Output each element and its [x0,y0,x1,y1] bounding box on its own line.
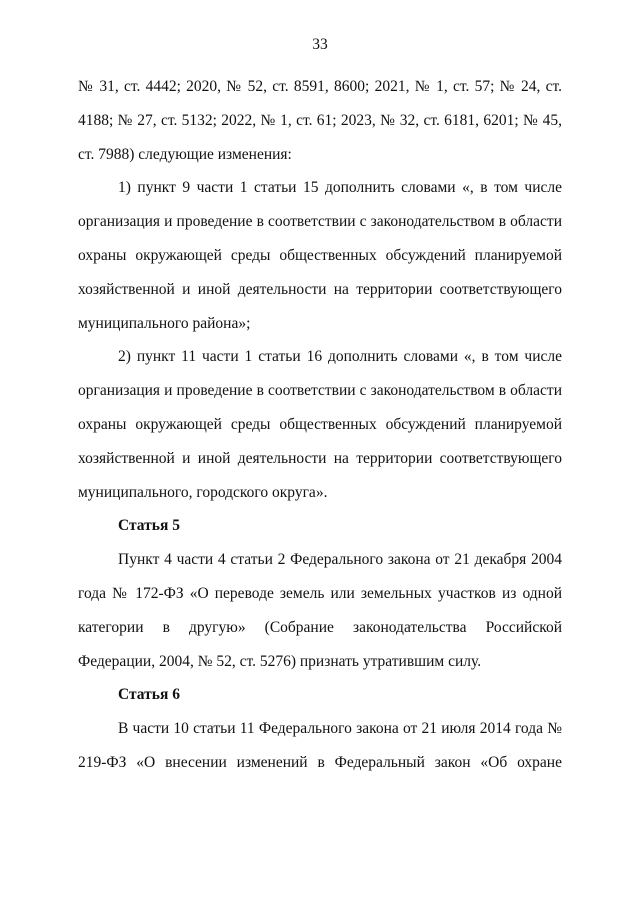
article-6-text: В части 10 статьи 11 Федерального закона от 21 июля 2014 года № 219-ФЗ «О внесении изменений в Федеральный закон «Об охране [78,720,562,771]
article-5-heading: Статья 5 [118,517,180,535]
page-number: 33 [312,36,328,53]
list-item-2: 2) пункт 11 части 1 статьи 16 дополнить словами «, в том числе организация и проведение в соответствии с законодательством в области охраны окружающей среды общественных обсуждений планируемой хозяйственной и иной деятельности на территории соответствующего муниципального, городского округа». [78,348,562,501]
article-5-text: Пункт 4 части 4 статьи 2 Федерального закона от 21 декабря 2004 года № 172-ФЗ «О переводе земель или земельных участков из одной категории в другую» (Собрание законодательства Российской Федерации, 2004, № 52, ст. 5276) признать утратившим силу. [78,551,562,670]
document-body [78,70,562,780]
list-item-1: 1) пункт 9 части 1 статьи 15 дополнить словами «, в том числе организация и проведение в соответствии с законодательством в области охраны окружающей среды общественных обсуждений планируемой хозяйственной и иной деятельности на территории соответствующего муниципального района»; [78,179,562,332]
article-6-heading: Статья 6 [118,686,180,704]
intro-paragraph: № 31, ст. 4442; 2020, № 52, ст. 8591, 8600; 2021, № 1, ст. 57; № 24, ст. 4188; № 27, ст. 5132; 2022, № 1, ст. 61; 2023, № 32, ст. 6181, 6201; № 45, ст. 7988) следующие изменения: [78,78,562,163]
